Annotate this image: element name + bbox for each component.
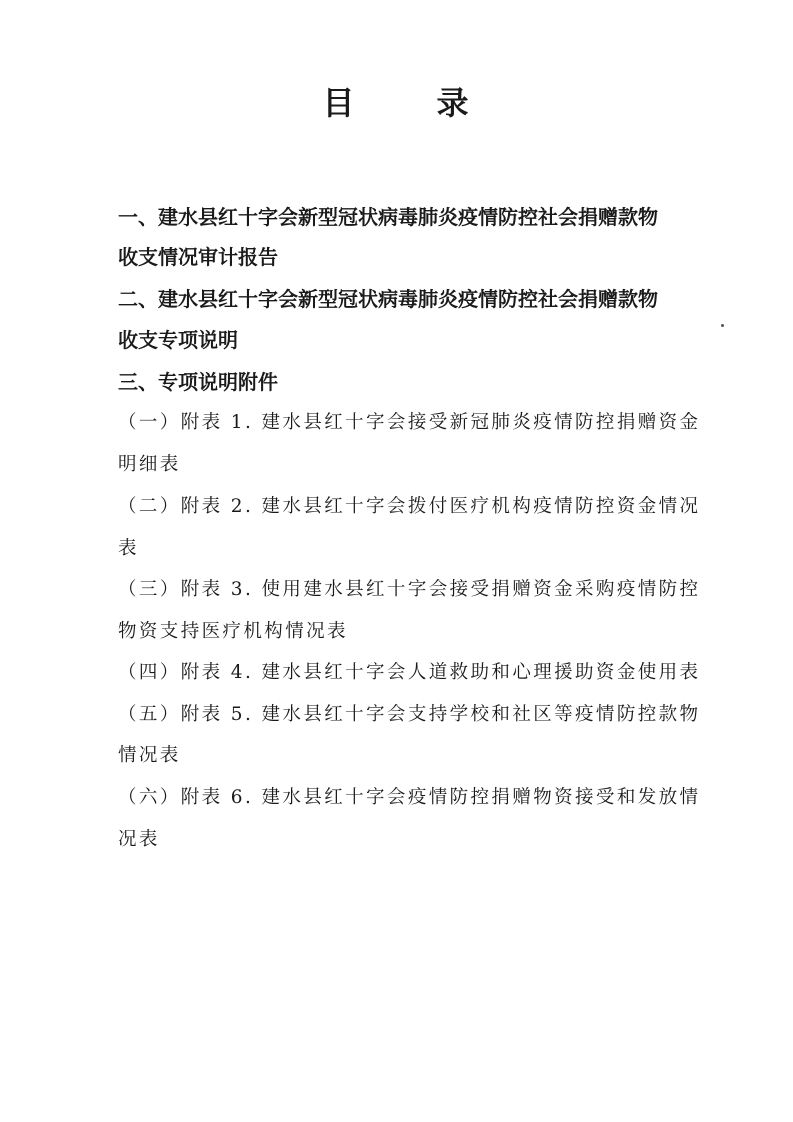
toc-section-2-line-1: 二、建水县红十字会新型冠状病毒肺炎疫情防控社会捐赠款物 — [118, 287, 658, 311]
toc-attachment-5-line-1: （五）附表 5. 建水县红十字会支持学校和社区等疫情防控款物 — [118, 704, 701, 725]
toc-section-3: 三、专项说明附件 — [118, 370, 278, 394]
toc-attachment-1-line-1: （一）附表 1. 建水县红十字会接受新冠肺炎疫情防控捐赠资金 — [118, 412, 701, 433]
toc-attachment-2-line-2: 表 — [118, 538, 139, 559]
toc-section-1-line-2: 收支情况审计报告 — [118, 245, 278, 269]
toc-attachment-4-line-1: （四）附表 4. 建水县红十字会人道救助和心理援助资金使用表 — [118, 662, 701, 683]
title-char-2: 录 — [436, 84, 471, 122]
toc-attachment-3-line-2: 物资支持医疗机构情况表 — [118, 621, 348, 642]
title-char-1: 目 — [322, 84, 357, 122]
toc-attachment-3-line-1: （三）附表 3. 使用建水县红十字会接受捐赠资金采购疫情防控 — [118, 579, 701, 600]
toc-section-2-line-2: 收支专项说明 — [118, 328, 238, 352]
toc-attachment-2-line-1: （二）附表 2. 建水县红十字会拨付医疗机构疫情防控资金情况 — [118, 496, 701, 517]
toc-section-1-line-1: 一、建水县红十字会新型冠状病毒肺炎疫情防控社会捐赠款物 — [118, 205, 658, 229]
toc-attachment-1-line-2: 明细表 — [118, 454, 181, 475]
toc-attachment-5-line-2: 情况表 — [118, 745, 181, 766]
toc-attachment-6-line-1: （六）附表 6. 建水县红十字会疫情防控捐赠物资接受和发放情 — [118, 787, 701, 808]
page-title — [0, 78, 793, 124]
scan-speck — [721, 324, 724, 327]
toc-attachment-6-line-2: 况表 — [118, 829, 160, 850]
